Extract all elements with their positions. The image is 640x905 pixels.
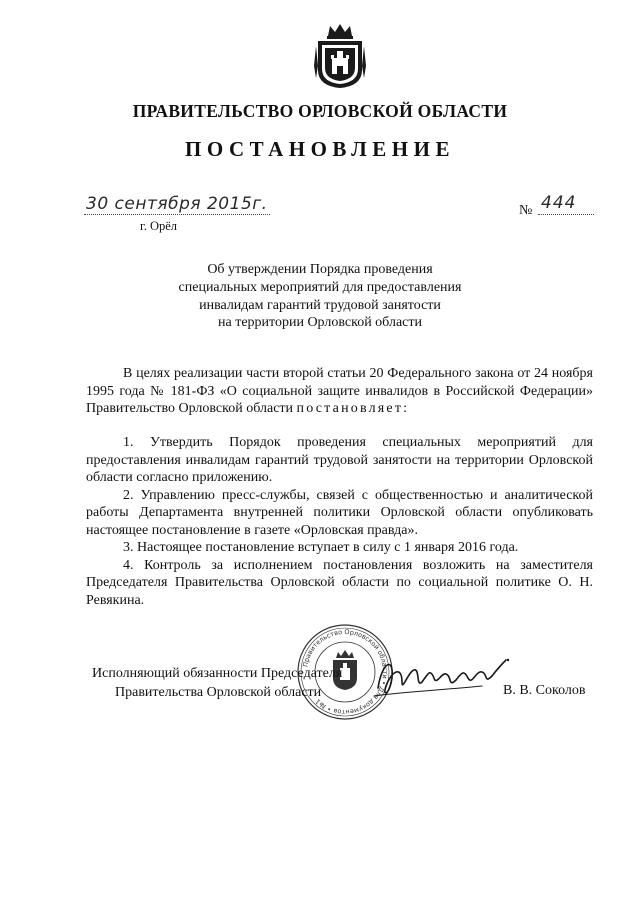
resolution-item-2: 2. Управлению пресс-службы, связей с общественностью и аналитической работы Департамента внутренней политики Орловской области опубликовать настоящее постановление в газете «Орловская правда». <box>86 487 593 538</box>
subject-line: инвалидам гарантий трудовой занятости <box>199 297 441 313</box>
signatory-name: В. В. Соколов <box>503 683 586 698</box>
decree-verb: постановляет: <box>296 401 410 416</box>
document-city: г. Орёл <box>140 219 178 233</box>
resolution-item-4: 4. Контроль за исполнением постановления возложить на заместителя Председателя Правительства Орловской области по социальной политике О. Н. Ревякина. <box>86 557 593 608</box>
resolution-item-1: 1. Утвердить Порядок проведения специальных мероприятий для предоставления инвалидам гарантий трудовой занятости на территории Орловской области согласно приложению. <box>86 435 593 485</box>
resolution-item-3: 3. Настоящее постановление вступает в силу с 1 января 2016 года. <box>123 540 519 555</box>
handwritten-signature <box>372 648 514 706</box>
document-subject <box>0 261 640 332</box>
number-underline <box>538 214 594 215</box>
preamble-text: В целях реализации части второй статьи 20 Федерального закона от 24 ноября 1995 года № 181-ФЗ «О социальной защите инвалидов в Российской Федерации» Правительство Орловской области <box>86 366 593 416</box>
svg-text:Правительство Орловской област: Правительство Орловской области • Для документов • №1 <box>301 627 390 717</box>
date-underline <box>84 214 270 215</box>
coat-of-arms-icon <box>314 22 366 90</box>
government-title: ПРАВИТЕЛЬСТВО ОРЛОВСКОЙ ОБЛАСТИ <box>132 101 508 121</box>
signatory-position <box>92 664 342 702</box>
resolution-items <box>86 434 593 609</box>
subject-line: Об утверждении Порядка проведения <box>207 262 433 277</box>
subject-line: на территории Орловской области <box>218 315 422 331</box>
number-label: № <box>519 203 533 218</box>
subject-line: специальных мероприятий для предоставления <box>178 279 462 295</box>
position-line-2: Правительства Орловской области <box>115 685 322 700</box>
document-date: 30 сентября 2015г. <box>86 194 268 214</box>
position-line-1: Исполняющий обязанности Председателя <box>92 666 343 681</box>
preamble-paragraph <box>86 365 593 418</box>
document-number: 444 <box>541 193 577 213</box>
document-type-title: ПОСТАНОВЛЕНИЕ <box>185 137 455 161</box>
